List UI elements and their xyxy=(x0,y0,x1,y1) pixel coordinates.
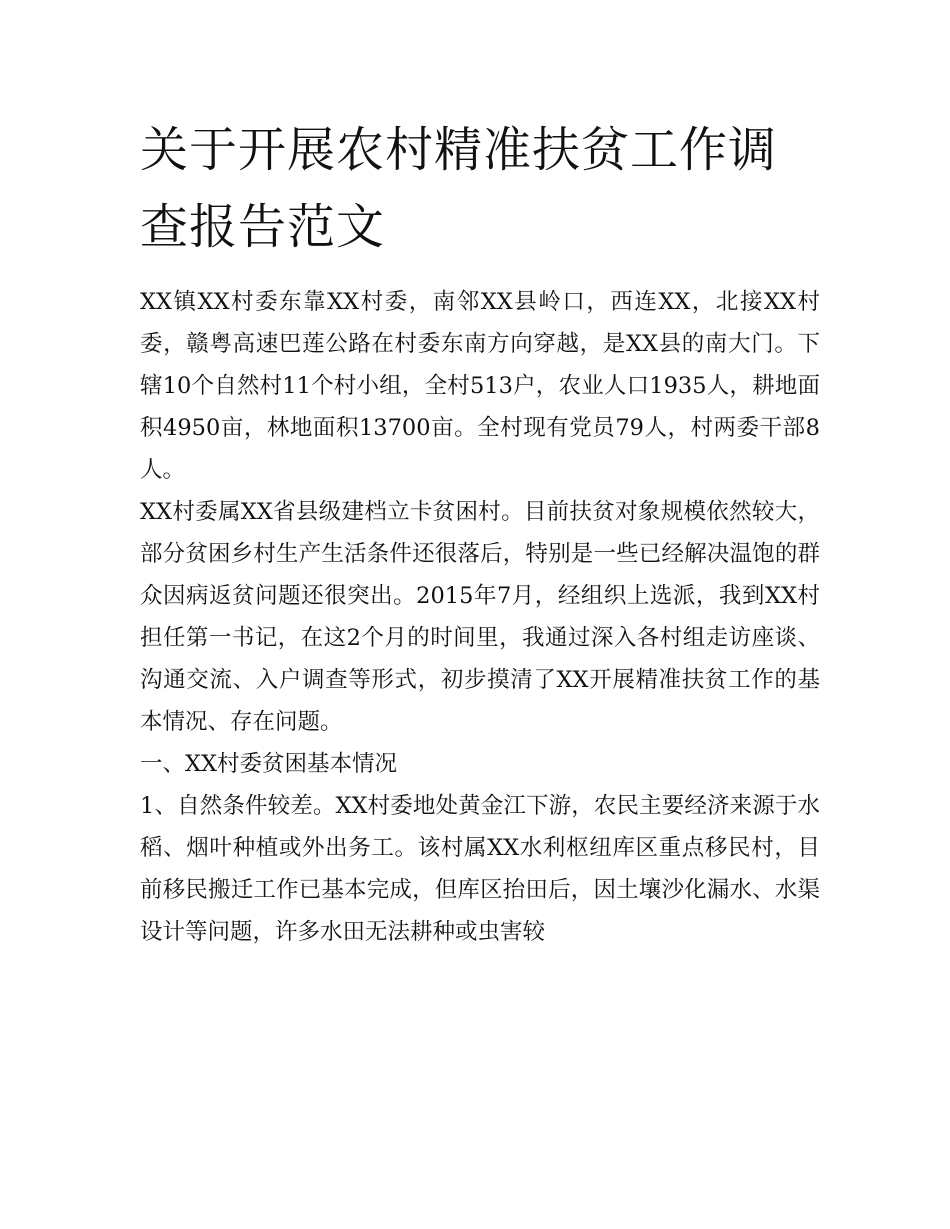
paragraph-poverty-status: XX村委属XX省县级建档立卡贫困村。目前扶贫对象规模依然较大，部分贫困乡村生产生活条件还很落后，特别是一些已经解决温饱的群众因病返贫问题还很突出。2015年7月，经组织上选派，我到XX村担任第一书记，在这2个月的时间里，我通过深入各村组走访座谈、沟通交流、入户调查等形式，初步摸清了XX开展精准扶贫工作的基本情况、存在问题。 xyxy=(140,499,820,735)
section-heading-basic-situation: 一、XX村委贫困基本情况 xyxy=(140,751,398,777)
paragraph-village-overview: XX镇XX村委东靠XX村委，南邻XX县岭口，西连XX，北接XX村委，赣粤高速巴莲公路在村委东南方向穿越，是XX县的南大门。下辖10个自然村11个村小组，全村513户，农业人口1935人，耕地面积4950亩，林地面积13700亩。全村现有党员79人，村两委干部8人。 xyxy=(140,289,820,483)
paragraph-natural-conditions: 1、自然条件较差。XX村委地处黄金江下游，农民主要经济来源于水稻、烟叶种植或外出务工。该村属XX水利枢纽库区重点移民村，目前移民搬迁工作已基本完成，但库区抬田后，因土壤沙化漏水、水渠设计等问题，许多水田无法耕种或虫害较 xyxy=(140,793,820,945)
document-body xyxy=(140,281,820,953)
document-title: 关于开展农村精准扶贫工作调查报告范文 xyxy=(140,122,778,255)
